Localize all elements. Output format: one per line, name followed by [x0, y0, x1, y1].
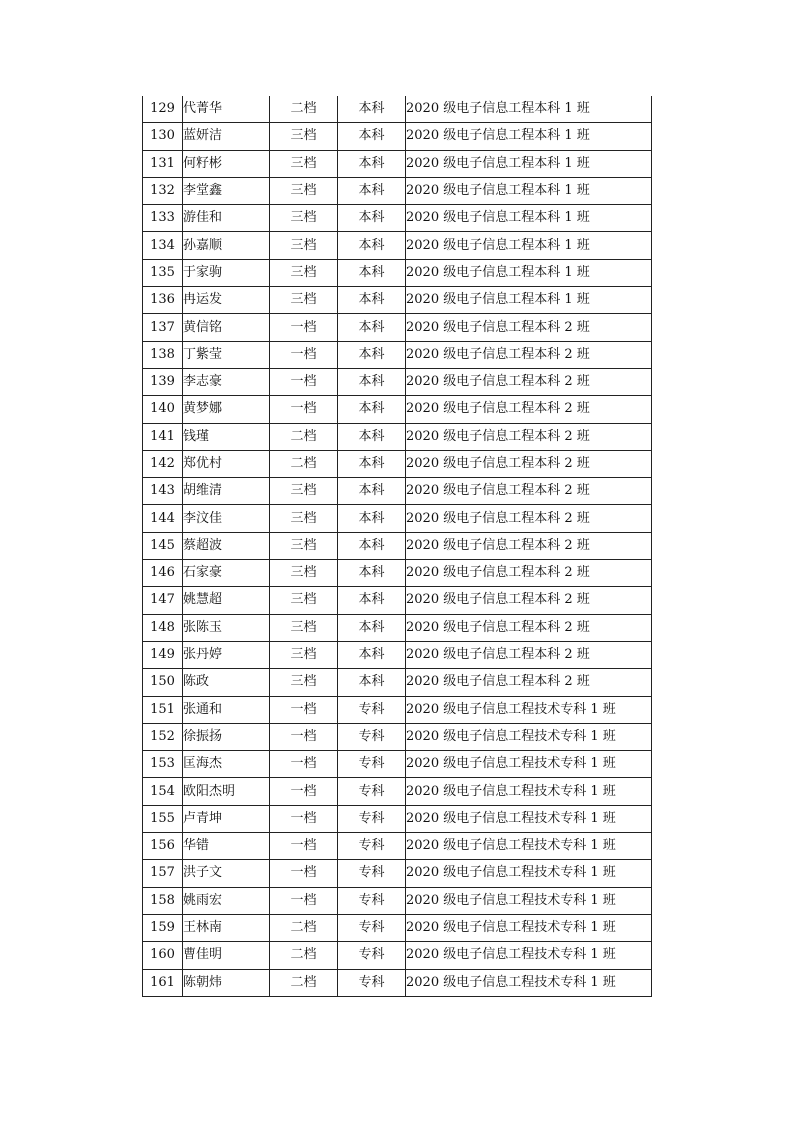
program-type-cell: 本科 [338, 641, 406, 668]
table-row [143, 123, 652, 150]
class-name-cell: 2020 级电子信息工程技术专科 1 班 [406, 914, 652, 941]
table-row [143, 778, 652, 805]
class-name-cell: 2020 级电子信息工程本科 2 班 [406, 314, 652, 341]
row-number-cell: 160 [143, 942, 183, 969]
class-name-cell: 2020 级电子信息工程技术专科 1 班 [406, 778, 652, 805]
row-number-cell: 157 [143, 860, 183, 887]
grade-level-cell: 一档 [270, 314, 338, 341]
grade-level-cell: 一档 [270, 341, 338, 368]
program-type-cell: 本科 [338, 232, 406, 259]
class-name-cell: 2020 级电子信息工程本科 2 班 [406, 368, 652, 395]
program-type-cell: 本科 [338, 423, 406, 450]
grade-level-cell: 一档 [270, 696, 338, 723]
roster-table-body [143, 96, 652, 996]
row-number-cell: 130 [143, 123, 183, 150]
table-row [143, 259, 652, 286]
table-row [143, 287, 652, 314]
class-name-cell: 2020 级电子信息工程本科 1 班 [406, 205, 652, 232]
program-type-cell: 本科 [338, 614, 406, 641]
class-name-cell: 2020 级电子信息工程本科 2 班 [406, 641, 652, 668]
table-row [143, 887, 652, 914]
class-name-cell: 2020 级电子信息工程技术专科 1 班 [406, 805, 652, 832]
table-row [143, 150, 652, 177]
grade-level-cell: 三档 [270, 560, 338, 587]
row-number-cell: 131 [143, 150, 183, 177]
row-number-cell: 155 [143, 805, 183, 832]
program-type-cell: 本科 [338, 587, 406, 614]
program-type-cell: 本科 [338, 478, 406, 505]
student-name-cell: 欧阳杰明 [183, 778, 270, 805]
program-type-cell: 本科 [338, 341, 406, 368]
row-number-cell: 151 [143, 696, 183, 723]
grade-level-cell: 二档 [270, 969, 338, 996]
roster-table [142, 96, 652, 997]
program-type-cell: 本科 [338, 669, 406, 696]
class-name-cell: 2020 级电子信息工程技术专科 1 班 [406, 969, 652, 996]
program-type-cell: 本科 [338, 532, 406, 559]
grade-level-cell: 三档 [270, 532, 338, 559]
grade-level-cell: 三档 [270, 123, 338, 150]
class-name-cell: 2020 级电子信息工程本科 2 班 [406, 450, 652, 477]
class-name-cell: 2020 级电子信息工程技术专科 1 班 [406, 942, 652, 969]
program-type-cell: 本科 [338, 150, 406, 177]
student-name-cell: 李汶佳 [183, 505, 270, 532]
program-type-cell: 本科 [338, 450, 406, 477]
student-name-cell: 游佳和 [183, 205, 270, 232]
grade-level-cell: 三档 [270, 150, 338, 177]
grade-level-cell: 三档 [270, 177, 338, 204]
grade-level-cell: 一档 [270, 833, 338, 860]
program-type-cell: 本科 [338, 396, 406, 423]
program-type-cell: 专科 [338, 833, 406, 860]
row-number-cell: 132 [143, 177, 183, 204]
program-type-cell: 专科 [338, 969, 406, 996]
class-name-cell: 2020 级电子信息工程本科 2 班 [406, 614, 652, 641]
row-number-cell: 139 [143, 368, 183, 395]
class-name-cell: 2020 级电子信息工程本科 1 班 [406, 123, 652, 150]
row-number-cell: 159 [143, 914, 183, 941]
row-number-cell: 142 [143, 450, 183, 477]
student-name-cell: 黄信铭 [183, 314, 270, 341]
class-name-cell: 2020 级电子信息工程本科 2 班 [406, 396, 652, 423]
row-number-cell: 152 [143, 723, 183, 750]
class-name-cell: 2020 级电子信息工程本科 1 班 [406, 232, 652, 259]
row-number-cell: 154 [143, 778, 183, 805]
table-row [143, 341, 652, 368]
table-row [143, 478, 652, 505]
student-name-cell: 黄梦娜 [183, 396, 270, 423]
program-type-cell: 专科 [338, 887, 406, 914]
table-row [143, 614, 652, 641]
table-row [143, 833, 652, 860]
row-number-cell: 141 [143, 423, 183, 450]
row-number-cell: 137 [143, 314, 183, 341]
student-name-cell: 胡维清 [183, 478, 270, 505]
program-type-cell: 本科 [338, 123, 406, 150]
grade-level-cell: 三档 [270, 205, 338, 232]
grade-level-cell: 二档 [270, 942, 338, 969]
row-number-cell: 146 [143, 560, 183, 587]
program-type-cell: 本科 [338, 177, 406, 204]
grade-level-cell: 三档 [270, 669, 338, 696]
table-row [143, 314, 652, 341]
program-type-cell: 专科 [338, 860, 406, 887]
class-name-cell: 2020 级电子信息工程本科 2 班 [406, 505, 652, 532]
program-type-cell: 专科 [338, 914, 406, 941]
student-name-cell: 陈朝炜 [183, 969, 270, 996]
class-name-cell: 2020 级电子信息工程本科 2 班 [406, 560, 652, 587]
table-row [143, 805, 652, 832]
row-number-cell: 147 [143, 587, 183, 614]
table-row [143, 641, 652, 668]
class-name-cell: 2020 级电子信息工程技术专科 1 班 [406, 887, 652, 914]
row-number-cell: 145 [143, 532, 183, 559]
row-number-cell: 134 [143, 232, 183, 259]
class-name-cell: 2020 级电子信息工程本科 1 班 [406, 177, 652, 204]
program-type-cell: 本科 [338, 560, 406, 587]
student-name-cell: 钱瑾 [183, 423, 270, 450]
row-number-cell: 156 [143, 833, 183, 860]
grade-level-cell: 三档 [270, 478, 338, 505]
row-number-cell: 133 [143, 205, 183, 232]
student-name-cell: 何籽彬 [183, 150, 270, 177]
class-name-cell: 2020 级电子信息工程本科 1 班 [406, 150, 652, 177]
class-name-cell: 2020 级电子信息工程技术专科 1 班 [406, 751, 652, 778]
grade-level-cell: 一档 [270, 751, 338, 778]
class-name-cell: 2020 级电子信息工程本科 1 班 [406, 287, 652, 314]
class-name-cell: 2020 级电子信息工程本科 2 班 [406, 587, 652, 614]
row-number-cell: 136 [143, 287, 183, 314]
class-name-cell: 2020 级电子信息工程本科 2 班 [406, 341, 652, 368]
program-type-cell: 本科 [338, 314, 406, 341]
table-row [143, 423, 652, 450]
class-name-cell: 2020 级电子信息工程技术专科 1 班 [406, 860, 652, 887]
program-type-cell: 专科 [338, 696, 406, 723]
table-row [143, 532, 652, 559]
class-name-cell: 2020 级电子信息工程技术专科 1 班 [406, 723, 652, 750]
grade-level-cell: 一档 [270, 778, 338, 805]
class-name-cell: 2020 级电子信息工程技术专科 1 班 [406, 833, 652, 860]
grade-level-cell: 三档 [270, 641, 338, 668]
class-name-cell: 2020 级电子信息工程本科 1 班 [406, 96, 652, 123]
grade-level-cell: 二档 [270, 96, 338, 123]
grade-level-cell: 一档 [270, 860, 338, 887]
program-type-cell: 专科 [338, 751, 406, 778]
student-name-cell: 张陈玉 [183, 614, 270, 641]
program-type-cell: 本科 [338, 505, 406, 532]
table-row [143, 751, 652, 778]
student-name-cell: 卢青坤 [183, 805, 270, 832]
table-row [143, 232, 652, 259]
grade-level-cell: 一档 [270, 396, 338, 423]
row-number-cell: 144 [143, 505, 183, 532]
row-number-cell: 149 [143, 641, 183, 668]
student-name-cell: 蔡超波 [183, 532, 270, 559]
student-name-cell: 冉运发 [183, 287, 270, 314]
program-type-cell: 专科 [338, 778, 406, 805]
student-name-cell: 徐振扬 [183, 723, 270, 750]
row-number-cell: 138 [143, 341, 183, 368]
grade-level-cell: 一档 [270, 723, 338, 750]
row-number-cell: 140 [143, 396, 183, 423]
table-row [143, 587, 652, 614]
grade-level-cell: 三档 [270, 232, 338, 259]
program-type-cell: 本科 [338, 287, 406, 314]
program-type-cell: 本科 [338, 96, 406, 123]
student-name-cell: 李堂鑫 [183, 177, 270, 204]
row-number-cell: 135 [143, 259, 183, 286]
table-row [143, 860, 652, 887]
grade-level-cell: 三档 [270, 287, 338, 314]
table-row [143, 969, 652, 996]
row-number-cell: 150 [143, 669, 183, 696]
row-number-cell: 129 [143, 96, 183, 123]
program-type-cell: 专科 [338, 723, 406, 750]
student-name-cell: 石家豪 [183, 560, 270, 587]
student-name-cell: 蓝妍洁 [183, 123, 270, 150]
student-name-cell: 姚雨宏 [183, 887, 270, 914]
student-name-cell: 姚慧超 [183, 587, 270, 614]
table-row [143, 396, 652, 423]
student-name-cell: 张丹婷 [183, 641, 270, 668]
student-name-cell: 王林南 [183, 914, 270, 941]
class-name-cell: 2020 级电子信息工程本科 1 班 [406, 259, 652, 286]
student-name-cell: 李志豪 [183, 368, 270, 395]
program-type-cell: 本科 [338, 368, 406, 395]
grade-level-cell: 二档 [270, 450, 338, 477]
table-row [143, 723, 652, 750]
grade-level-cell: 一档 [270, 368, 338, 395]
table-row [143, 914, 652, 941]
student-name-cell: 郑优村 [183, 450, 270, 477]
table-row [143, 205, 652, 232]
class-name-cell: 2020 级电子信息工程技术专科 1 班 [406, 696, 652, 723]
program-type-cell: 本科 [338, 205, 406, 232]
table-row [143, 368, 652, 395]
grade-level-cell: 三档 [270, 587, 338, 614]
grade-level-cell: 三档 [270, 259, 338, 286]
grade-level-cell: 二档 [270, 423, 338, 450]
class-name-cell: 2020 级电子信息工程本科 2 班 [406, 532, 652, 559]
student-name-cell: 陈政 [183, 669, 270, 696]
row-number-cell: 153 [143, 751, 183, 778]
table-row [143, 177, 652, 204]
student-name-cell: 洪子文 [183, 860, 270, 887]
table-row [143, 669, 652, 696]
grade-level-cell: 三档 [270, 505, 338, 532]
row-number-cell: 148 [143, 614, 183, 641]
row-number-cell: 158 [143, 887, 183, 914]
class-name-cell: 2020 级电子信息工程本科 2 班 [406, 478, 652, 505]
student-name-cell: 曹佳明 [183, 942, 270, 969]
program-type-cell: 专科 [338, 942, 406, 969]
class-name-cell: 2020 级电子信息工程本科 2 班 [406, 423, 652, 450]
row-number-cell: 161 [143, 969, 183, 996]
table-row [143, 505, 652, 532]
grade-level-cell: 三档 [270, 614, 338, 641]
program-type-cell: 本科 [338, 259, 406, 286]
student-name-cell: 华错 [183, 833, 270, 860]
student-name-cell: 孙嘉顺 [183, 232, 270, 259]
table-row [143, 450, 652, 477]
class-name-cell: 2020 级电子信息工程本科 2 班 [406, 669, 652, 696]
table-row [143, 96, 652, 123]
table-row [143, 696, 652, 723]
student-name-cell: 张通和 [183, 696, 270, 723]
student-name-cell: 匡海杰 [183, 751, 270, 778]
grade-level-cell: 二档 [270, 914, 338, 941]
table-row [143, 942, 652, 969]
program-type-cell: 专科 [338, 805, 406, 832]
table-row [143, 560, 652, 587]
grade-level-cell: 一档 [270, 887, 338, 914]
row-number-cell: 143 [143, 478, 183, 505]
student-name-cell: 丁紫莹 [183, 341, 270, 368]
student-name-cell: 于家驹 [183, 259, 270, 286]
student-name-cell: 代菁华 [183, 96, 270, 123]
grade-level-cell: 一档 [270, 805, 338, 832]
